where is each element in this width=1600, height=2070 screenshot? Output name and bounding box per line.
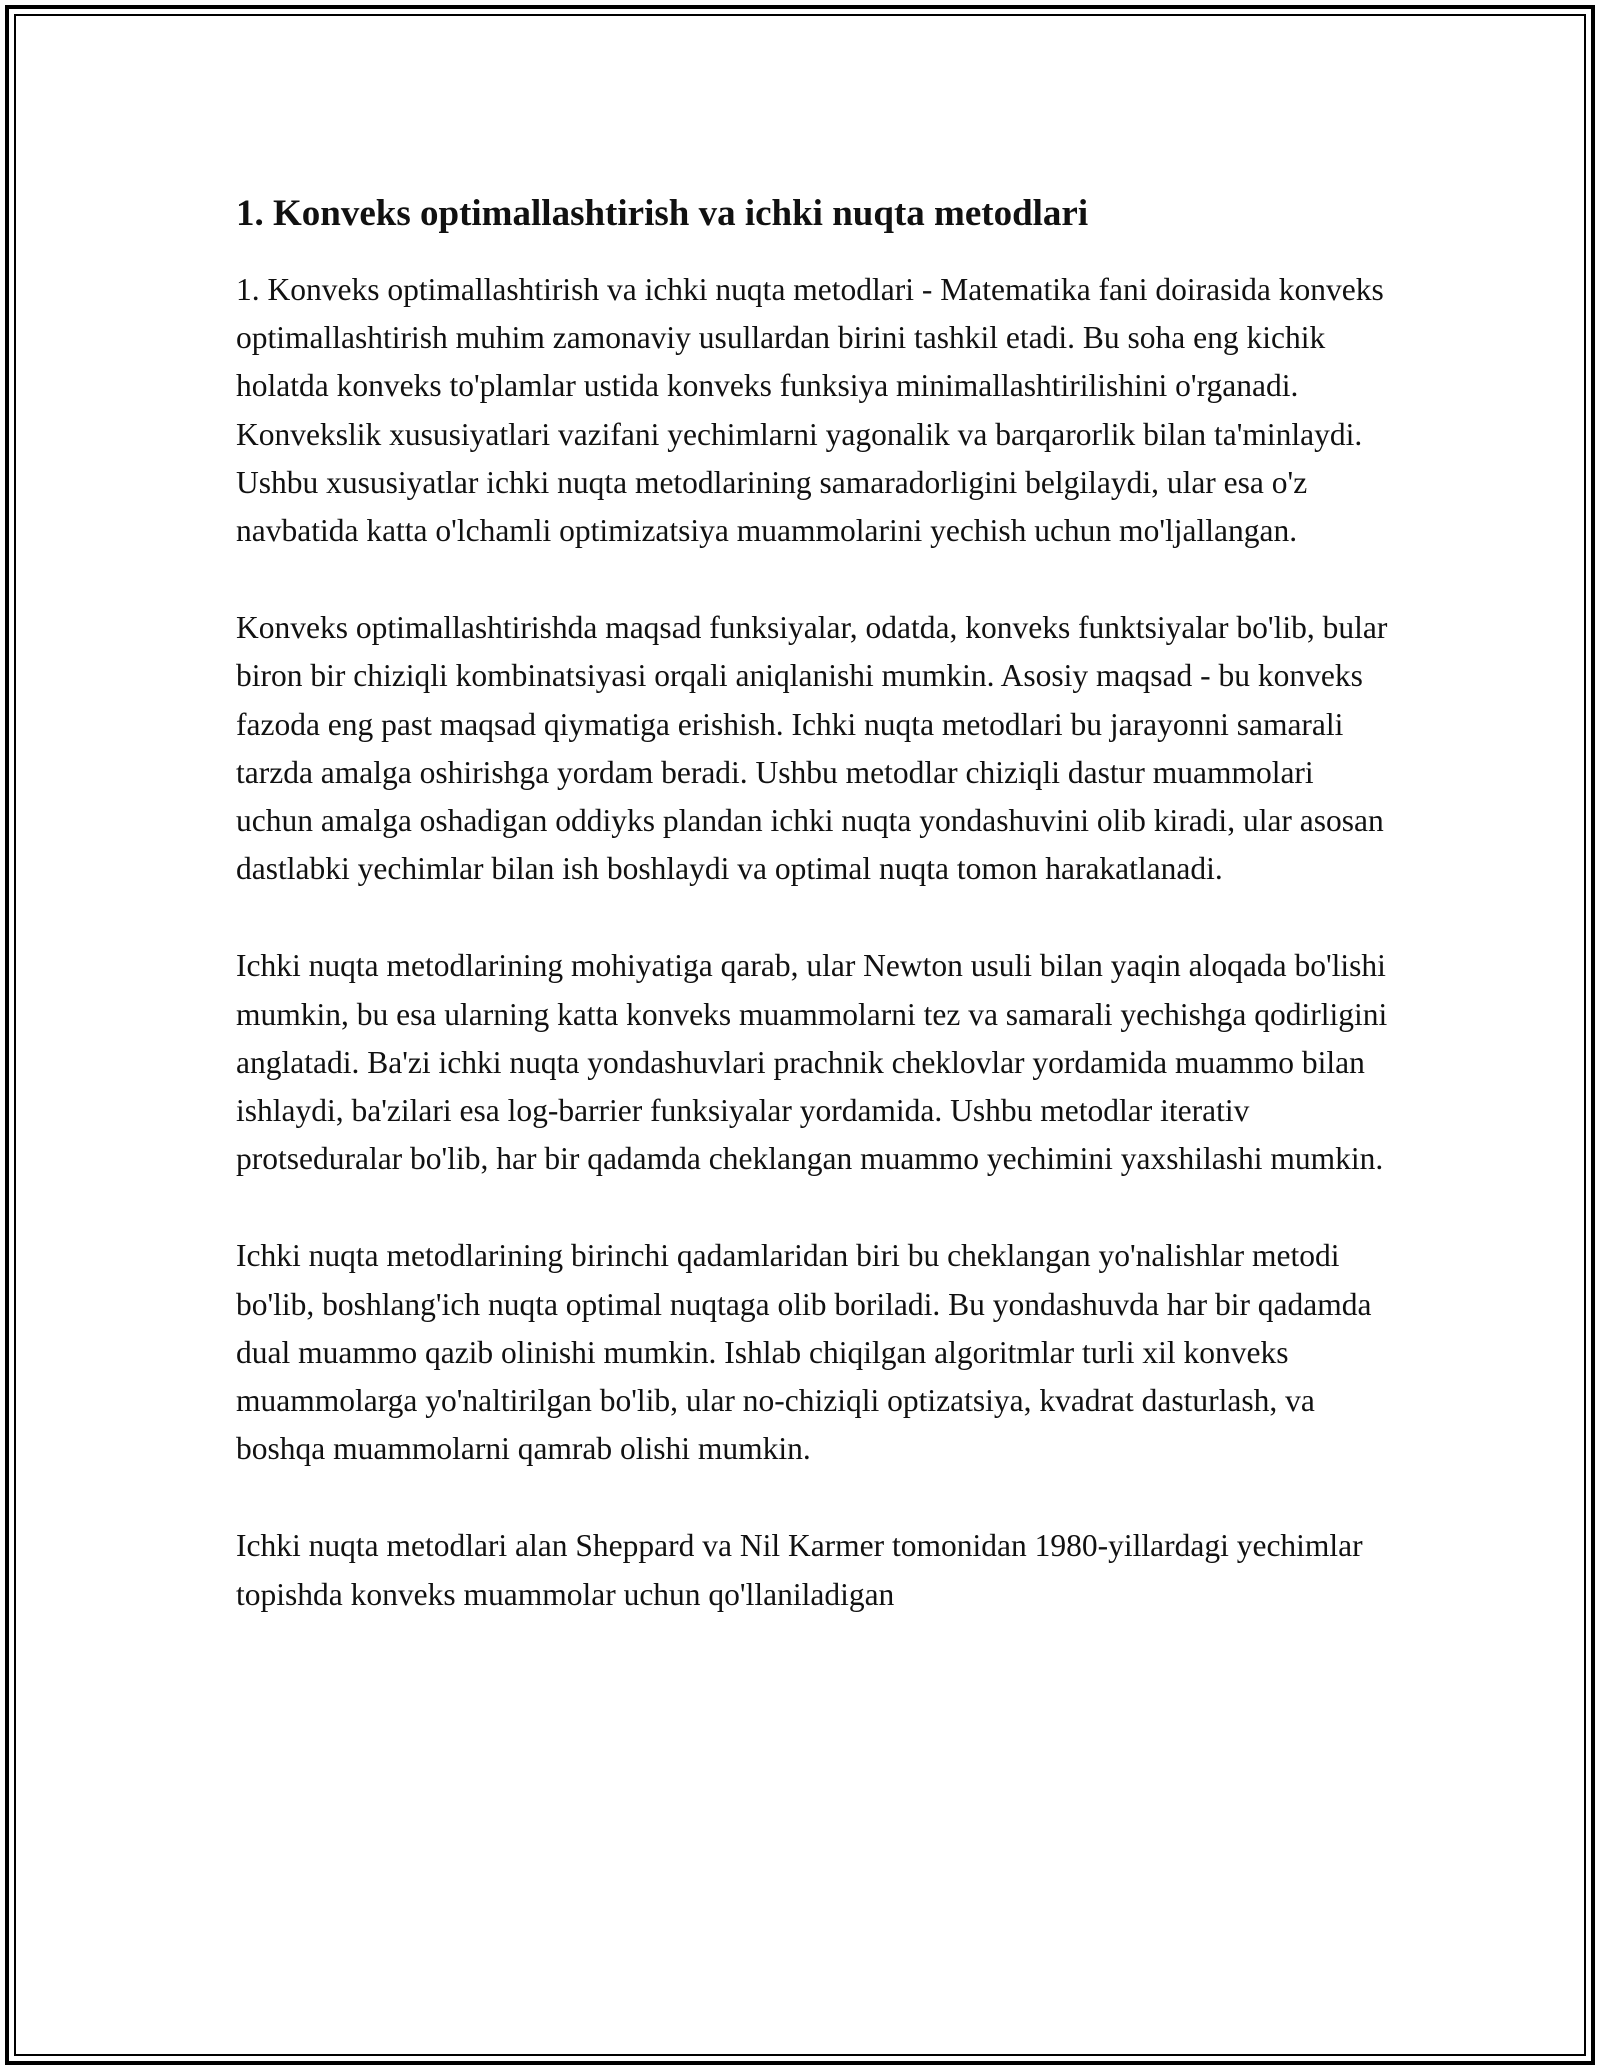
paragraph-2: Konveks optimallashtirishda maqsad funksiyalar, odatda, konveks funktsiyalar bo'lib, bular biron bir chiziqli kombinatsiyasi orqali aniqlanishi mumkin. Asosiy maqsad - bu konveks fazoda eng past maqsad qiymatiga erishish. Ichki nuqta metodlari bu jarayonni samarali tarzda amalga oshirishga yordam beradi. Ushbu metodlar chiziqli dastur muammolari uchun amalga oshadigan oddiyks plandan ichki nuqta yondashuvini olib kiradi, ular asosan dastlabki yechimlar bilan ish boshlaydi va optimal nuqta tomon harakatlanadi. xyxy=(236,610,1388,887)
paragraph-1: 1. Konveks optimallashtirish va ichki nuqta metodlari - Matematika fani doirasida konveks optimallashtirish muhim zamonaviy usullardan birini tashkil etadi. Bu soha eng kichik holatda konveks to'plamlar ustida konveks funksiya minimallashtirilishini o'rganadi. Konvekslik xususiyatlari vazifani yechimlarni yagonalik va barqarorlik bilan ta'minlaydi. Ushbu xususiyatlar ichki nuqta metodlarining samaradorligini belgilaydi, ular esa o'z navbatida katta o'lchamli optimizatsiya muammolarini yechish uchun mo'ljallangan. xyxy=(236,272,1384,549)
paragraph-4: Ichki nuqta metodlarining birinchi qadamlaridan biri bu cheklangan yo'nalishlar metodi bo'lib, boshlang'ich nuqta optimal nuqtaga olib boriladi. Bu yondashuvda har bir qadamda dual muammo qazib olinishi mumkin. Ishlab chiqilgan algoritmlar turli xil konveks muammolarga yo'naltirilgan bo'lib, ular no-chiziqli optizatsiya, kvadrat dasturlash, va boshqa muammolarni qamrab olishi mumkin. xyxy=(236,1238,1372,1467)
document-page xyxy=(236,186,1396,1668)
paragraph-3: Ichki nuqta metodlarining mohiyatiga qarab, ular Newton usuli bilan yaqin aloqada bo'lishi mumkin, bu esa ularning katta konveks muammolarni tez va samarali yechishga qodirligini anglatadi. Ba'zi ichki nuqta yondashuvlari prachnik cheklovlar yordamida muammo bilan ishlaydi, ba'zilari esa log-barrier funksiyalar yordamida. Ushbu metodlar iterativ protseduralar bo'lib, har bir qadamda cheklangan muammo yechimini yaxshilashi mumkin. xyxy=(236,948,1388,1177)
section-heading: 1. Konveks optimallashtirish va ichki nuqta metodlari xyxy=(236,193,1089,234)
paragraph-5: Ichki nuqta metodlari alan Sheppard va Nil Karmer tomonidan 1980-yillardagi yechimlar topishda konveks muammolar uchun qo'llaniladigan xyxy=(236,1528,1363,1612)
